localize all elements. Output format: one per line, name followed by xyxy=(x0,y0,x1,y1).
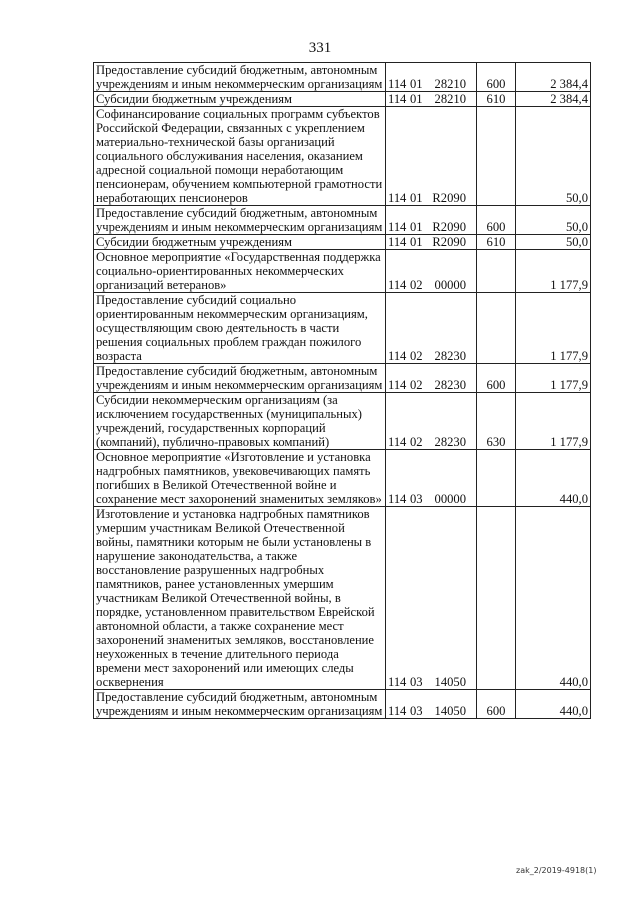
amount: 2 384,4 xyxy=(516,92,591,107)
code-part: R2090 xyxy=(432,235,466,249)
code-part: 11 xyxy=(388,492,401,506)
expense-name: Изготовление и установка надгробных памятников умершим участникам Великой Отечественной войны, памятники которым не были установлены в нарушение законодательства, а также восстановление разрушенных надгробных памятников, ранее установленных умершим участникам Великой Отечественной войны, в порядке, установленном правительством Еврейской автономной области, а также сохранение мест захоронений знаменитых земляков, восстановление неухоженных в течение длительного периода времени мест захоронений или имеющих следы осквернения xyxy=(94,507,386,690)
expense-type-code xyxy=(477,293,516,364)
code-part: 01 xyxy=(410,92,423,106)
table-row xyxy=(94,235,591,250)
code-part: 11 xyxy=(388,92,401,106)
code-part: 02 xyxy=(410,435,423,449)
code-part: 03 xyxy=(410,675,423,689)
expense-name: Субсидии бюджетным учреждениям xyxy=(94,235,386,250)
expense-type-code: 600 xyxy=(477,690,516,719)
code-part: 11 xyxy=(388,704,401,718)
amount: 1 177,9 xyxy=(516,293,591,364)
table-row xyxy=(94,690,591,719)
code-part: 01 xyxy=(410,220,423,234)
classification-code xyxy=(386,507,477,690)
code-part: 4 xyxy=(400,675,407,689)
code-part: R2090 xyxy=(432,191,466,205)
amount: 440,0 xyxy=(516,507,591,690)
expense-name: Субсидии бюджетным учреждениям xyxy=(94,92,386,107)
code-part: 03 xyxy=(410,704,423,718)
expense-type-code xyxy=(477,507,516,690)
expense-name: Основное мероприятие «Государственная поддержка социально-ориентированных некоммерческих организаций ветеранов» xyxy=(94,250,386,293)
classification-code xyxy=(386,235,477,250)
expense-type-code: 600 xyxy=(477,63,516,92)
amount: 50,0 xyxy=(516,107,591,206)
expense-name: Предоставление субсидий социально ориентированным некоммерческим организациям, осуществляющим свою деятельность в части решения социальных проблем граждан пожилого возраста xyxy=(94,293,386,364)
amount: 50,0 xyxy=(516,206,591,235)
expense-type-code: 600 xyxy=(477,364,516,393)
code-part: 28230 xyxy=(434,349,466,363)
code-part: 14050 xyxy=(434,704,466,718)
table-row xyxy=(94,507,591,690)
expense-type-code: 610 xyxy=(477,235,516,250)
expense-type-code xyxy=(477,450,516,507)
code-part: 14050 xyxy=(434,675,466,689)
code-part: 01 xyxy=(410,77,423,91)
code-part: 4 xyxy=(400,349,407,363)
code-part: 4 xyxy=(400,77,407,91)
code-part: 4 xyxy=(400,235,407,249)
classification-code xyxy=(386,364,477,393)
classification-code xyxy=(386,92,477,107)
code-part: 11 xyxy=(388,191,401,205)
code-part: 11 xyxy=(388,435,401,449)
amount: 50,0 xyxy=(516,235,591,250)
code-part: 03 xyxy=(410,492,423,506)
table-row xyxy=(94,393,591,450)
code-part: 11 xyxy=(388,220,401,234)
classification-code xyxy=(386,63,477,92)
budget-table xyxy=(93,62,591,719)
classification-code xyxy=(386,250,477,293)
expense-name: Предоставление субсидий бюджетным, автономным учреждениям и иным некоммерческим организациям xyxy=(94,690,386,719)
table-row xyxy=(94,250,591,293)
amount: 1 177,9 xyxy=(516,364,591,393)
code-part: 4 xyxy=(400,92,407,106)
expense-type-code: 610 xyxy=(477,92,516,107)
code-part: 11 xyxy=(388,278,401,292)
code-part: 02 xyxy=(410,349,423,363)
code-part: 11 xyxy=(388,675,401,689)
code-part: 11 xyxy=(388,235,401,249)
code-part: 28230 xyxy=(434,378,466,392)
amount: 2 384,4 xyxy=(516,63,591,92)
amount: 1 177,9 xyxy=(516,250,591,293)
page-number: 331 xyxy=(308,40,332,56)
expense-name: Основное мероприятие «Изготовление и установка надгробных памятников, увековечивающих память погибших в Великой Отечественной войне и сохранение мест захоронений знаменитых земляков» xyxy=(94,450,386,507)
amount: 440,0 xyxy=(516,450,591,507)
code-part: 11 xyxy=(388,349,401,363)
code-part: 00000 xyxy=(434,492,466,506)
expense-name: Субсидии некоммерческим организациям (за исключением государственных (муниципальных) учреждений, государственных корпораций (компаний), публично-правовых компаний) xyxy=(94,393,386,450)
code-part: 28230 xyxy=(434,435,466,449)
expense-name: Предоставление субсидий бюджетным, автономным учреждениям и иным некоммерческим организациям xyxy=(94,63,386,92)
expense-name: Софинансирование социальных программ субъектов Российской Федерации, связанных с укреплением материально-технической базы организаций социального обслуживания населения, оказанием адресной социальной помощи неработающим пенсионерам, обучением компьютерной грамотности неработающих пенсионеров xyxy=(94,107,386,206)
classification-code xyxy=(386,450,477,507)
expense-name: Предоставление субсидий бюджетным, автономным учреждениям и иным некоммерческим организациям xyxy=(94,206,386,235)
classification-code xyxy=(386,107,477,206)
code-part: 00000 xyxy=(434,278,466,292)
classification-code xyxy=(386,206,477,235)
expense-type-code xyxy=(477,250,516,293)
code-part: 4 xyxy=(400,220,407,234)
code-part: 4 xyxy=(400,492,407,506)
table-row xyxy=(94,63,591,92)
code-part: 02 xyxy=(410,378,423,392)
table-row xyxy=(94,107,591,206)
document-code: zak_2/2019-4918(1) xyxy=(516,866,597,875)
amount: 1 177,9 xyxy=(516,393,591,450)
code-part: 11 xyxy=(388,378,401,392)
expense-type-code: 630 xyxy=(477,393,516,450)
code-part: 01 xyxy=(410,235,423,249)
code-part: 4 xyxy=(400,435,407,449)
code-part: 28210 xyxy=(434,77,466,91)
table-row xyxy=(94,206,591,235)
classification-code xyxy=(386,293,477,364)
code-part: 4 xyxy=(400,378,407,392)
code-part: 02 xyxy=(410,278,423,292)
code-part: R2090 xyxy=(432,220,466,234)
table-row xyxy=(94,92,591,107)
code-part: 11 xyxy=(388,77,401,91)
table-row xyxy=(94,293,591,364)
code-part: 01 xyxy=(410,191,423,205)
amount: 440,0 xyxy=(516,690,591,719)
code-part: 4 xyxy=(400,278,407,292)
classification-code xyxy=(386,690,477,719)
classification-code xyxy=(386,393,477,450)
expense-type-code xyxy=(477,107,516,206)
expense-name: Предоставление субсидий бюджетным, автономным учреждениям и иным некоммерческим организациям xyxy=(94,364,386,393)
code-part: 4 xyxy=(400,704,407,718)
expense-type-code: 600 xyxy=(477,206,516,235)
code-part: 28210 xyxy=(434,92,466,106)
table-row xyxy=(94,364,591,393)
table-row xyxy=(94,450,591,507)
code-part: 4 xyxy=(400,191,407,205)
